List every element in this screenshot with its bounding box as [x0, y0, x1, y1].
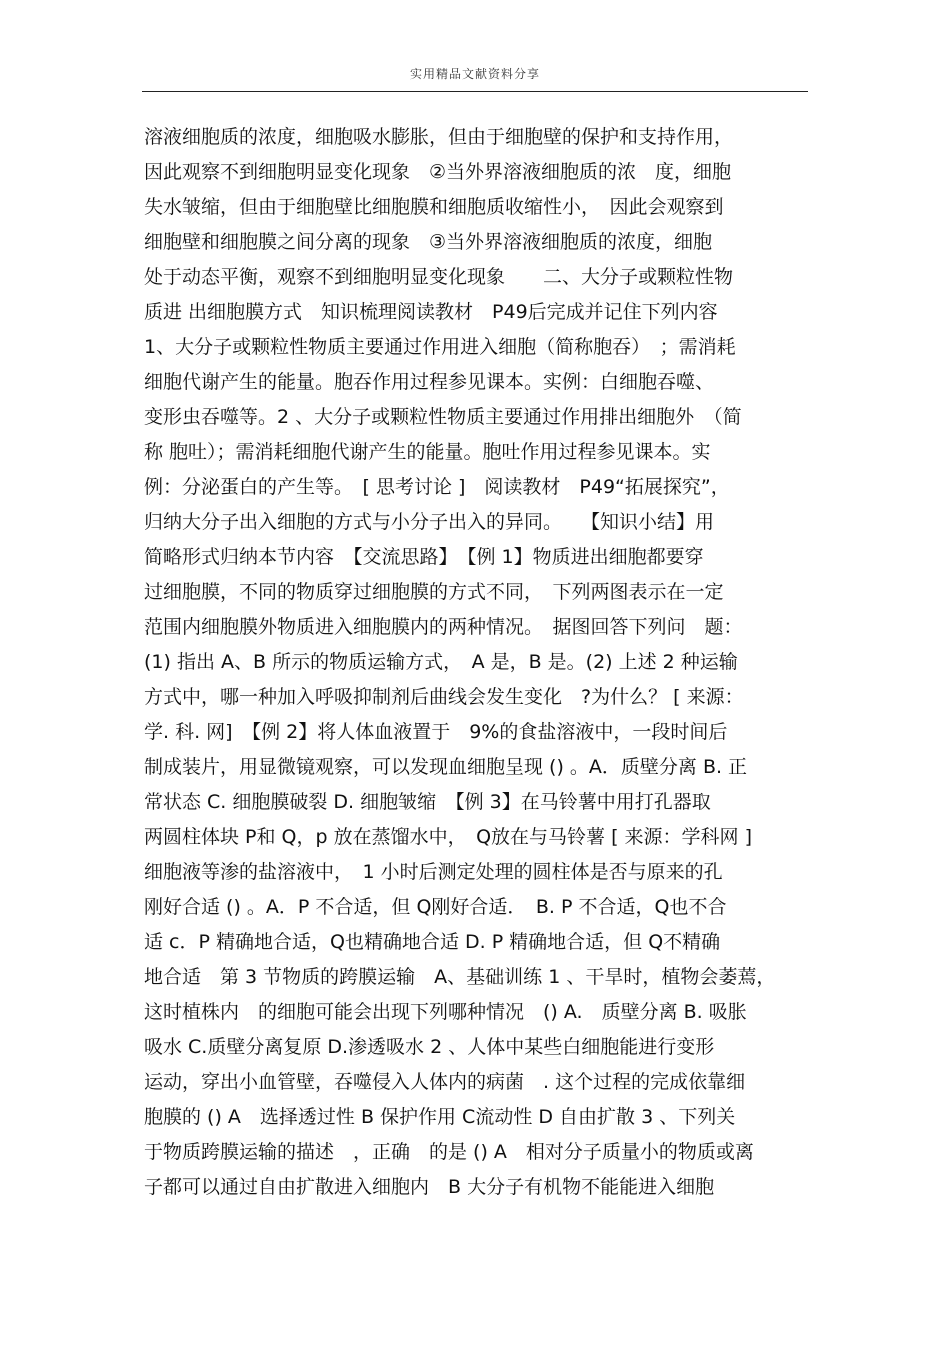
document-body — [144, 120, 824, 1205]
header-divider — [142, 91, 808, 92]
body-line: 吸水 C.质壁分离复原 D.渗透吸水 2 、人体中某些白细胞能进行变形 — [144, 1036, 715, 1058]
body-line: 过细胞膜，不同的物质穿过细胞膜的方式不同， 下列两图表示在一定 — [144, 581, 724, 603]
body-line: 常状态 C. 细胞膜破裂 D. 细胞皱缩 【例 3】在马铃薯中用打孔器取 — [144, 791, 711, 813]
body-line: 例：分泌蛋白的产生等。 [ 思考讨论 ] 阅读教材 P49“拓展探究”， — [144, 476, 730, 498]
body-line: 制成装片，用显微镜观察，可以发现血细胞呈现 () 。A．质壁分离 B. 正 — [144, 756, 748, 778]
body-line: 质进 出细胞膜方式 知识梳理阅读教材 P49后完成并记住下列内容 — [144, 301, 718, 323]
body-line: 因此观察不到细胞明显变化现象 ②当外界溶液细胞质的浓 度，细胞 — [144, 161, 732, 183]
body-line: 变形虫吞噬等。2 、大分子或颗粒性物质主要通过作用排出细胞外 （简 — [144, 406, 742, 428]
body-line: 方式中，哪一种加入呼吸抑制剂后曲线会发生变化 ?为什么？ [ 来源： — [144, 686, 744, 708]
body-line: 于物质跨膜运输的描述 ，正确 的是 () A 相对分子质量小的物质或离 — [144, 1141, 754, 1163]
body-line: 处于动态平衡，观察不到细胞明显变化现象 二、大分子或颗粒性物 — [144, 266, 734, 288]
body-line: 范围内细胞膜外物质进入细胞膜内的两种情况。 据图回答下列问 题： — [144, 616, 743, 638]
body-line: 细胞代谢产生的能量。胞吞作用过程参见课本。实例：白细胞吞噬、 — [144, 371, 715, 393]
body-line: 这时植株内 的细胞可能会出现下列哪种情况 () A. 质壁分离 B. 吸胀 — [144, 1001, 747, 1023]
body-line: 细胞液等渗的盐溶液中， 1 小时后测定处理的圆柱体是否与原来的孔 — [144, 861, 723, 883]
body-line: 运动，穿出小血管壁，吞噬侵入人体内的病菌 . 这个过程的完成依靠细 — [144, 1071, 746, 1093]
body-line: 称 胞吐）；需消耗细胞代谢产生的能量。胞吐作用过程参见课本。实 — [144, 441, 711, 463]
body-line: 胞膜的 () A 选择透过性 B 保护作用 C流动性 D 自由扩散 3 、下列关 — [144, 1106, 736, 1128]
body-line: 细胞壁和细胞膜之间分离的现象 ③当外界溶液细胞质的浓度，细胞 — [144, 231, 713, 253]
body-line: 学. 科. 网] 【例 2】将人体血液置于 9%的食盐溶液中，一段时间后 — [144, 721, 728, 743]
body-line: 适 c．P 精确地合适，Q也精确地合适 D. P 精确地合适，但 Q不精确 — [144, 931, 721, 953]
body-line: 简略形式归纳本节内容 【交流思路】 【例 1】物质进出细胞都要穿 — [144, 546, 704, 568]
body-line: 子都可以通过自由扩散进入细胞内 B 大分子有机物不能能进入细胞 — [144, 1176, 715, 1198]
body-line: 地合适 第 3 节物质的跨膜运输 A、基础训练 1 、干旱时，植物会萎蔫， — [144, 966, 776, 988]
body-line: 1、大分子或颗粒性物质主要通过作用进入细胞（简称胞吞） ；需消耗 — [144, 336, 736, 358]
page-header: 实用精品文献资料分享 — [409, 67, 540, 81]
body-line: (1) 指出 A、B 所示的物质运输方式， A 是，B 是。(2) 上述 2 种运输 — [144, 651, 738, 673]
body-line: 溶液细胞质的浓度，细胞吸水膨胀，但由于细胞壁的保护和支持作用， — [144, 126, 734, 148]
body-line: 失水皱缩，但由于细胞壁比细胞膜和细胞质收缩性小， 因此会观察到 — [144, 196, 724, 218]
body-line: 两圆柱体块 P和 Q，p 放在蒸馏水中， Q放在与马铃薯 [ 来源：学科网 ] — [144, 826, 752, 848]
body-line: 归纳大分子出入细胞的方式与小分子出入的异同。 【知识小结】用 — [144, 511, 715, 533]
body-line: 刚好合适 () 。A．P 不合适，但 Q刚好合适． B. P 不合适，Q也不合 — [144, 896, 727, 918]
